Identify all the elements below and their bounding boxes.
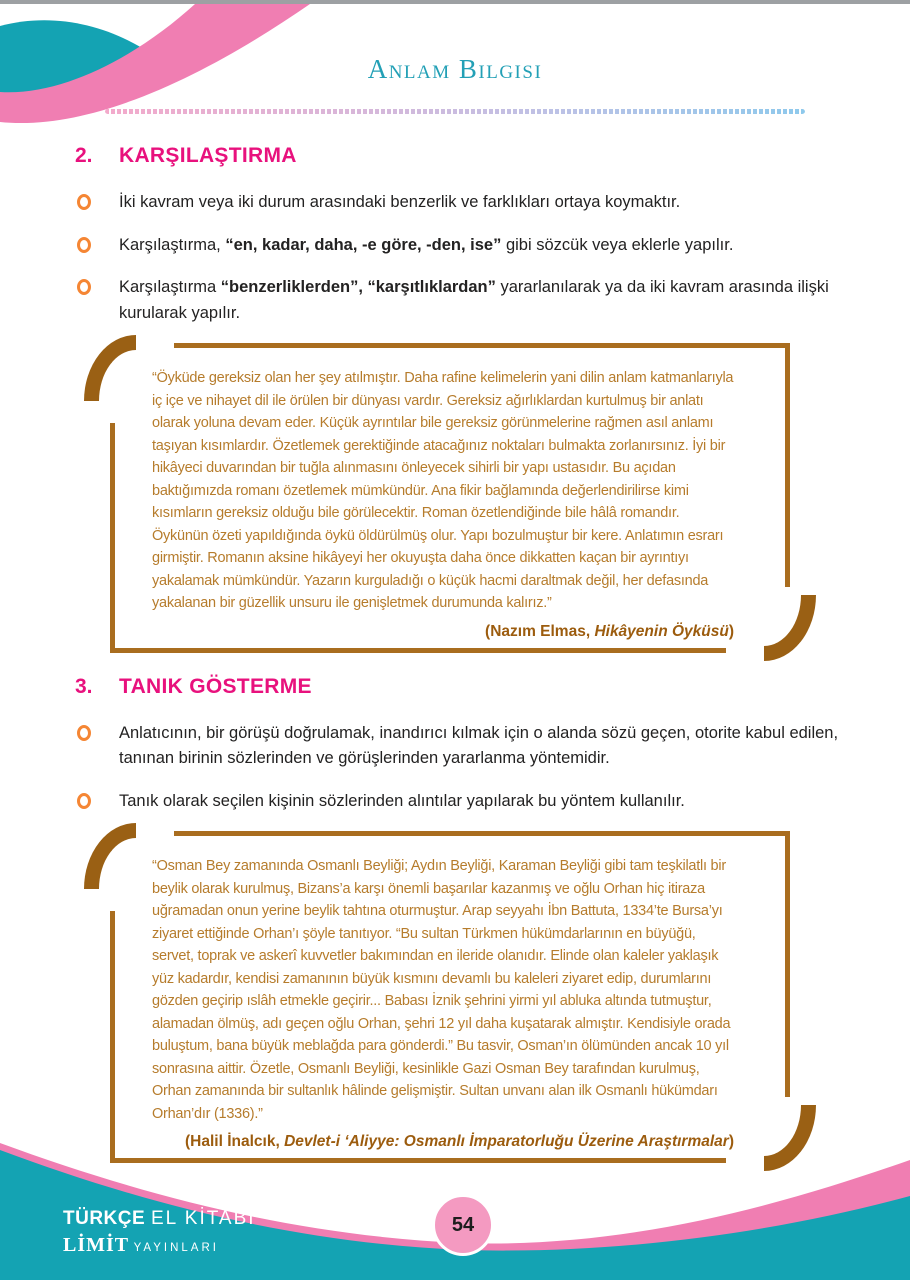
brand-el-kitabi: EL KİTABI [150, 1208, 256, 1229]
section-title: TANIK GÖSTERME [119, 674, 312, 698]
quote-box [110, 831, 790, 1163]
bullet-text: Karşılaştırma, “en, kadar, daha, -e göre, -den, ise” gibi sözcük veya eklerle yapılır. [119, 235, 734, 254]
brand-limit: LİMİT [63, 1233, 130, 1256]
bullet-icon [77, 793, 91, 809]
bullet-text: Tanık olarak seçilen kişinin sözlerinden alıntılar yapılarak bu yöntem kullanılır. [119, 791, 685, 810]
quote-box-border [785, 343, 790, 587]
quote-box [110, 343, 790, 653]
page-content [0, 144, 910, 1163]
quote-attribution [152, 623, 734, 641]
quote-box-border [174, 343, 790, 348]
list-item [75, 233, 852, 259]
brand-turkce: TÜRKÇE [63, 1208, 146, 1229]
bullet-text: Karşılaştırma “benzerliklerden”, “karşıtlıklardan” yararlanılarak ya da iki kavram arasında ilişki kurularak yapılır. [119, 278, 829, 322]
publisher-brand [63, 1206, 256, 1259]
section-number: 2. [75, 144, 93, 167]
brand-yayinlari: YAYINLARI [133, 1241, 219, 1254]
attribution-close: ) [728, 622, 734, 640]
bullet-text: İki kavram veya iki durum arasındaki benzerlik ve farklıkları ortaya koymaktır. [119, 193, 681, 211]
open-quote-arc-icon [84, 335, 136, 401]
quote-box-border [110, 423, 115, 653]
section-heading [75, 675, 852, 699]
section-heading [75, 144, 852, 168]
attribution-work-title: Devlet-i ‘Aliyye: Osmanlı İmparatorluğu Üzerine Araştırmalar [284, 1133, 729, 1151]
brand-line-1 [63, 1206, 256, 1232]
bullet-icon [77, 725, 91, 741]
quote-box-border [174, 831, 790, 836]
list-item [75, 789, 852, 815]
quote-box-border [110, 648, 726, 653]
open-quote-arc-icon [84, 823, 136, 889]
section-karsilastirma [75, 144, 852, 653]
bullet-icon [77, 194, 91, 210]
quote-box-border [110, 911, 115, 1163]
bullet-text: Anlatıcının, bir görüşü doğrulamak, inandırıcı kılmak için o alanda sözü geçen, otorite kabul edilen, tanınan birinin sözlerinden ve görüşlerinden yararlanma yöntemidir. [119, 723, 839, 768]
section-tanik-gosterme [75, 675, 852, 1164]
quote-text: “Öyküde gereksiz olan her şey atılmıştır. Daha rafine kelimelerin yani dilin anlam katmanlarıyla iç içe ve nihayet dil ile örülen bir dünyası vardır. Gereksiz ağırlıklardan kurtulmuş bir anlatı olarak yoluna devam eder. Küçük ayrıntılar bile gereksiz görünmelerine rağmen asıl anlamı taşıyan kısımlardır. Özetlemek gerektiğinde atacağınız noktaları bulmakta zorlanırsınız. İyi bir hikâyeci duvarından bir tuğla alınmasını önleyecek sihirli bir yapı ustasıdır. Bu açıdan baktığımızda romanı özetlemek mümkündür. Ana fikir bağlamında değerlendirilirse kimi kısımların gereksiz olduğu bile görülecektir. Roman özetlendiğinde bile hâlâ romandır. Öykünün özeti yapıldığında öykü öldürülmüş olur. Yapı bozulmuştur bir kere. Anlatımın esrarı girmiştir. Romanın aksine hikâyeyi her okuyuşta daha önce dikkatten kaçan bir ayrıntıyı yakalamak mümkündür. Yazarın kurguladığı o küçük hacmi daraltmak değil, her defasında yakalanan bir güzellik unsuru ile genişletmek durumunda kalırız.” [152, 370, 734, 612]
attribution-author: (Halil İnalcık, [185, 1133, 285, 1151]
list-item [75, 275, 852, 326]
attribution-work-title: Hikâyenin Öyküsü [594, 622, 729, 640]
bullet-icon [77, 279, 91, 295]
brand-line-2 [63, 1232, 256, 1259]
section-number: 3. [75, 674, 93, 698]
dotted-separator [105, 109, 805, 114]
attribution-close: ) [728, 1133, 734, 1151]
bullet-list [75, 190, 852, 326]
bullet-list [75, 721, 852, 815]
bullet-icon [77, 237, 91, 253]
page-number-badge [432, 1194, 494, 1256]
section-title: KARŞILAŞTIRMA [119, 144, 297, 167]
page-title: Anlam Bilgisi [367, 54, 543, 84]
page-number: 54 [451, 1213, 475, 1236]
quote-text: “Osman Bey zamanında Osmanlı Beyliği; Aydın Beyliği, Karaman Beyliği gibi tam teşkilatlı bir beylik olarak kurulmuş, Bizans’a karşı önemli başarılar kazanmış ve oğlu Orhan hiç itiraza uğramadan onun yerine beylik tahtına oturmuştur. Arap seyyahı İbn Battuta, 1334’te Bursa’yı ziyaret ettiğinde Orhan’ı şöyle tanıtıyor. “Bu sultan Türkmen hükümdarlarının en büyüğü, servet, toprak ve askerî kuvvetler bakımından en ileride olanıdır. Elinde olan kaleler yaklaşık yüz kadardır, kendisi zamanının büyük kısmını devamlı bu kaleleri ziyaret edip, durumlarını gözden geçirip ıslâh etmekle geçirir... Babası İznik şehrini yirmi yıl abluka altında tutmuştur, alamadan ölmüş, adı geçen oğlu Orhan, şehri 12 yıl daha kuşatarak almıştır. Kendisiyle orada buluştum, bana büyük meblağda para gönderdi.” Bu tasvir, Osman’ın ölümünden ancak 10 yıl sonrasına aittir. Özetle, Osmanlı Beyliği, kesinlikle Gazi Osman Bey tarafından kurulmuş, Orhan zamanında bir sultanlık hâlinde gelişmiştir. Sultan unvanı alan ilk Osmanlı hükümdarı Orhan’dır (1336).” [152, 858, 731, 1122]
list-item [75, 721, 852, 772]
close-quote-arc-icon [764, 595, 816, 661]
attribution-author: (Nazım Elmas, [485, 622, 595, 640]
page-footer [0, 1140, 910, 1280]
quote-box-border [785, 831, 790, 1097]
list-item [75, 190, 852, 216]
